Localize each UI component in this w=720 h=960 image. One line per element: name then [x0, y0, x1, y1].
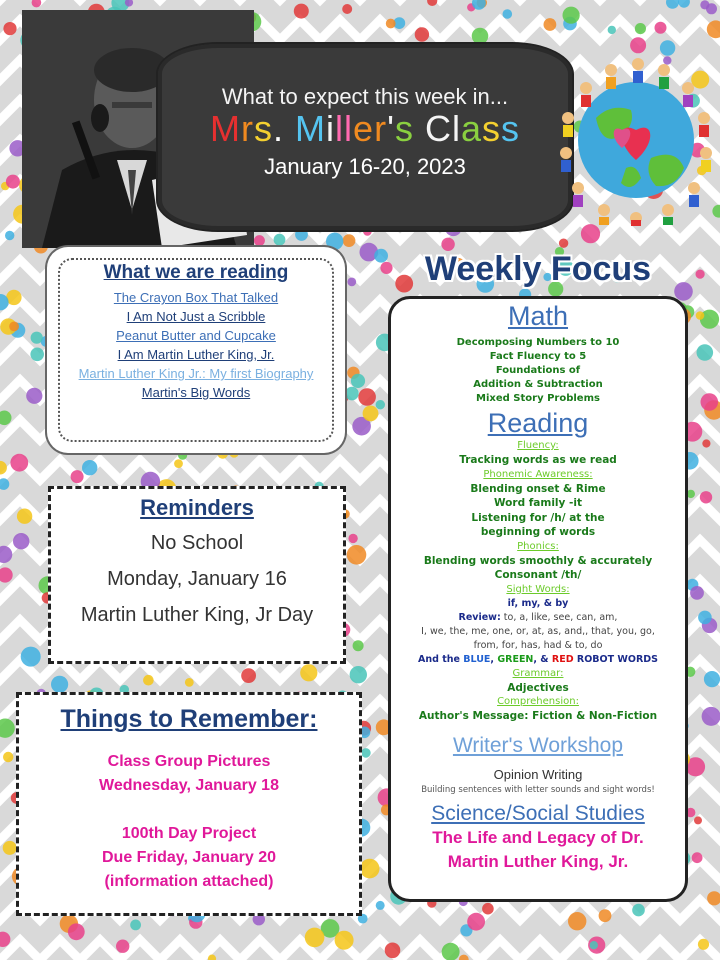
phonics-text: Consonant /th/: [494, 569, 582, 581]
math-heading: Math: [507, 301, 569, 331]
reminder-line: No School: [150, 532, 244, 554]
things-line: [19, 798, 359, 822]
weekly-focus-box: [388, 296, 688, 902]
class-title-letter: .: [273, 108, 285, 149]
week-date: January 16-20, 2023: [264, 154, 466, 179]
class-title-letter: a: [460, 108, 482, 149]
review-text: to, a, like, see, can, am,: [503, 611, 618, 623]
phonemic-text: beginning of words: [480, 526, 596, 538]
book-list: [50, 284, 342, 402]
math-item: Fact Fluency to 5: [489, 351, 587, 362]
class-title-letter: M: [295, 108, 327, 149]
robot-sep: ,: [490, 653, 498, 665]
review-line: [391, 611, 685, 625]
book-title: Martin Luther King Jr.: My first Biography: [78, 366, 314, 381]
reading-heading: What we are reading: [103, 262, 289, 283]
class-title-letter: r: [241, 108, 254, 149]
class-title-letter: C: [424, 108, 452, 149]
book-title: I Am Not Just a Scribble: [126, 309, 266, 324]
reading-focus-heading: Reading: [487, 408, 589, 438]
science-line: The Life and Legacy of Dr.: [432, 827, 644, 847]
sight-words-label: Sight Words:: [506, 583, 570, 595]
math-item: Decomposing Numbers to 10: [456, 337, 620, 348]
book-title: Peanut Butter and Cupcake: [116, 328, 276, 343]
things-heading: Things to Remember:: [60, 705, 318, 733]
class-title-letter: s: [394, 108, 414, 149]
comprehension-label: Comprehension:: [497, 696, 579, 707]
book-title: Martin's Big Words: [141, 385, 251, 400]
writers-topic: Opinion Writing: [493, 766, 583, 782]
class-title-letter: s: [254, 108, 273, 149]
class-title-letter: l: [451, 108, 461, 149]
grammar-text: Adjectives: [507, 681, 569, 694]
class-title-letter: r: [374, 108, 388, 149]
grammar-label: Grammar:: [512, 667, 564, 679]
robot-suffix: ROBOT WORDS: [573, 653, 659, 665]
book-title: The Crayon Box That Talked: [113, 290, 279, 305]
class-title-letter: [414, 108, 425, 149]
things-line: Due Friday, January 20: [102, 849, 276, 866]
robot-blue: BLUE: [463, 653, 491, 665]
things-line: Wednesday, January 18: [99, 777, 279, 794]
class-title-letter: l: [344, 108, 354, 149]
robot-prefix: And the: [417, 653, 464, 665]
review-more: I, we, the, me, one, or, at, as, and,, that, you, go,: [421, 625, 655, 637]
sight-words-text: if, my, & by: [507, 597, 569, 609]
math-item: Foundations of: [495, 365, 581, 376]
reminders-box: [48, 486, 346, 664]
phonemic-label: Phonemic Awareness:: [483, 468, 593, 480]
class-title-letter: l: [335, 108, 345, 149]
review-label: Review:: [458, 611, 501, 623]
fluency-text: Tracking words as we read: [459, 454, 617, 466]
review-more: from, for, has, had & to, do: [473, 639, 603, 651]
phonemic-text: Word family -it: [493, 497, 583, 509]
class-title-letter: i: [326, 108, 336, 149]
math-item: Addition & Subtraction: [473, 379, 603, 390]
writers-detail: Building sentences with letter sounds and sight words!: [421, 784, 655, 795]
math-item: Mixed Story Problems: [476, 393, 600, 404]
robot-red: RED: [551, 653, 574, 665]
science-line: Martin Luther King, Jr.: [447, 851, 629, 871]
writers-workshop-heading: Writer's Workshop: [452, 733, 624, 757]
phonemic-text: Blending onset & Rime: [470, 482, 606, 495]
class-title: [158, 108, 572, 150]
weekly-focus-heading: Weekly Focus: [424, 250, 652, 288]
reminder-line: Monday, January 16: [107, 568, 287, 590]
class-title-letter: s: [481, 108, 501, 149]
science-heading: Science/Social Studies: [431, 801, 645, 825]
things-line: 100th Day Project: [121, 825, 257, 842]
things-line: (information attached): [104, 873, 274, 890]
reminders-heading: Reminders: [140, 495, 254, 520]
phonemic-text: Listening for /h/ at the: [471, 511, 605, 524]
comprehension-text: Author's Message: Fiction & Non-Fiction: [418, 710, 658, 722]
things-to-remember-box: [16, 692, 362, 916]
header-subtitle: What to expect this week in...: [221, 84, 509, 109]
book-title: I Am Martin Luther King, Jr.: [117, 347, 275, 362]
class-title-letter: e: [353, 108, 375, 149]
chalkboard-header: [158, 44, 572, 230]
robot-sep: , &: [533, 653, 552, 665]
class-title-letter: M: [210, 108, 241, 149]
fluency-label: Fluency:: [517, 440, 559, 451]
class-title-letter: s: [500, 108, 520, 149]
phonics-label: Phonics:: [517, 540, 559, 552]
phonics-text: Blending words smoothly & accurately: [423, 554, 653, 567]
class-title-letter: ': [387, 108, 395, 149]
class-title-letter: [284, 108, 295, 149]
reading-list-box: [50, 250, 342, 450]
robot-words-line: [391, 653, 685, 667]
robot-green: GREEN: [497, 653, 534, 665]
globe-children-heart-icon: [556, 48, 716, 228]
reminder-line: Martin Luther King, Jr Day: [80, 604, 314, 626]
things-line: Class Group Pictures: [107, 753, 271, 770]
